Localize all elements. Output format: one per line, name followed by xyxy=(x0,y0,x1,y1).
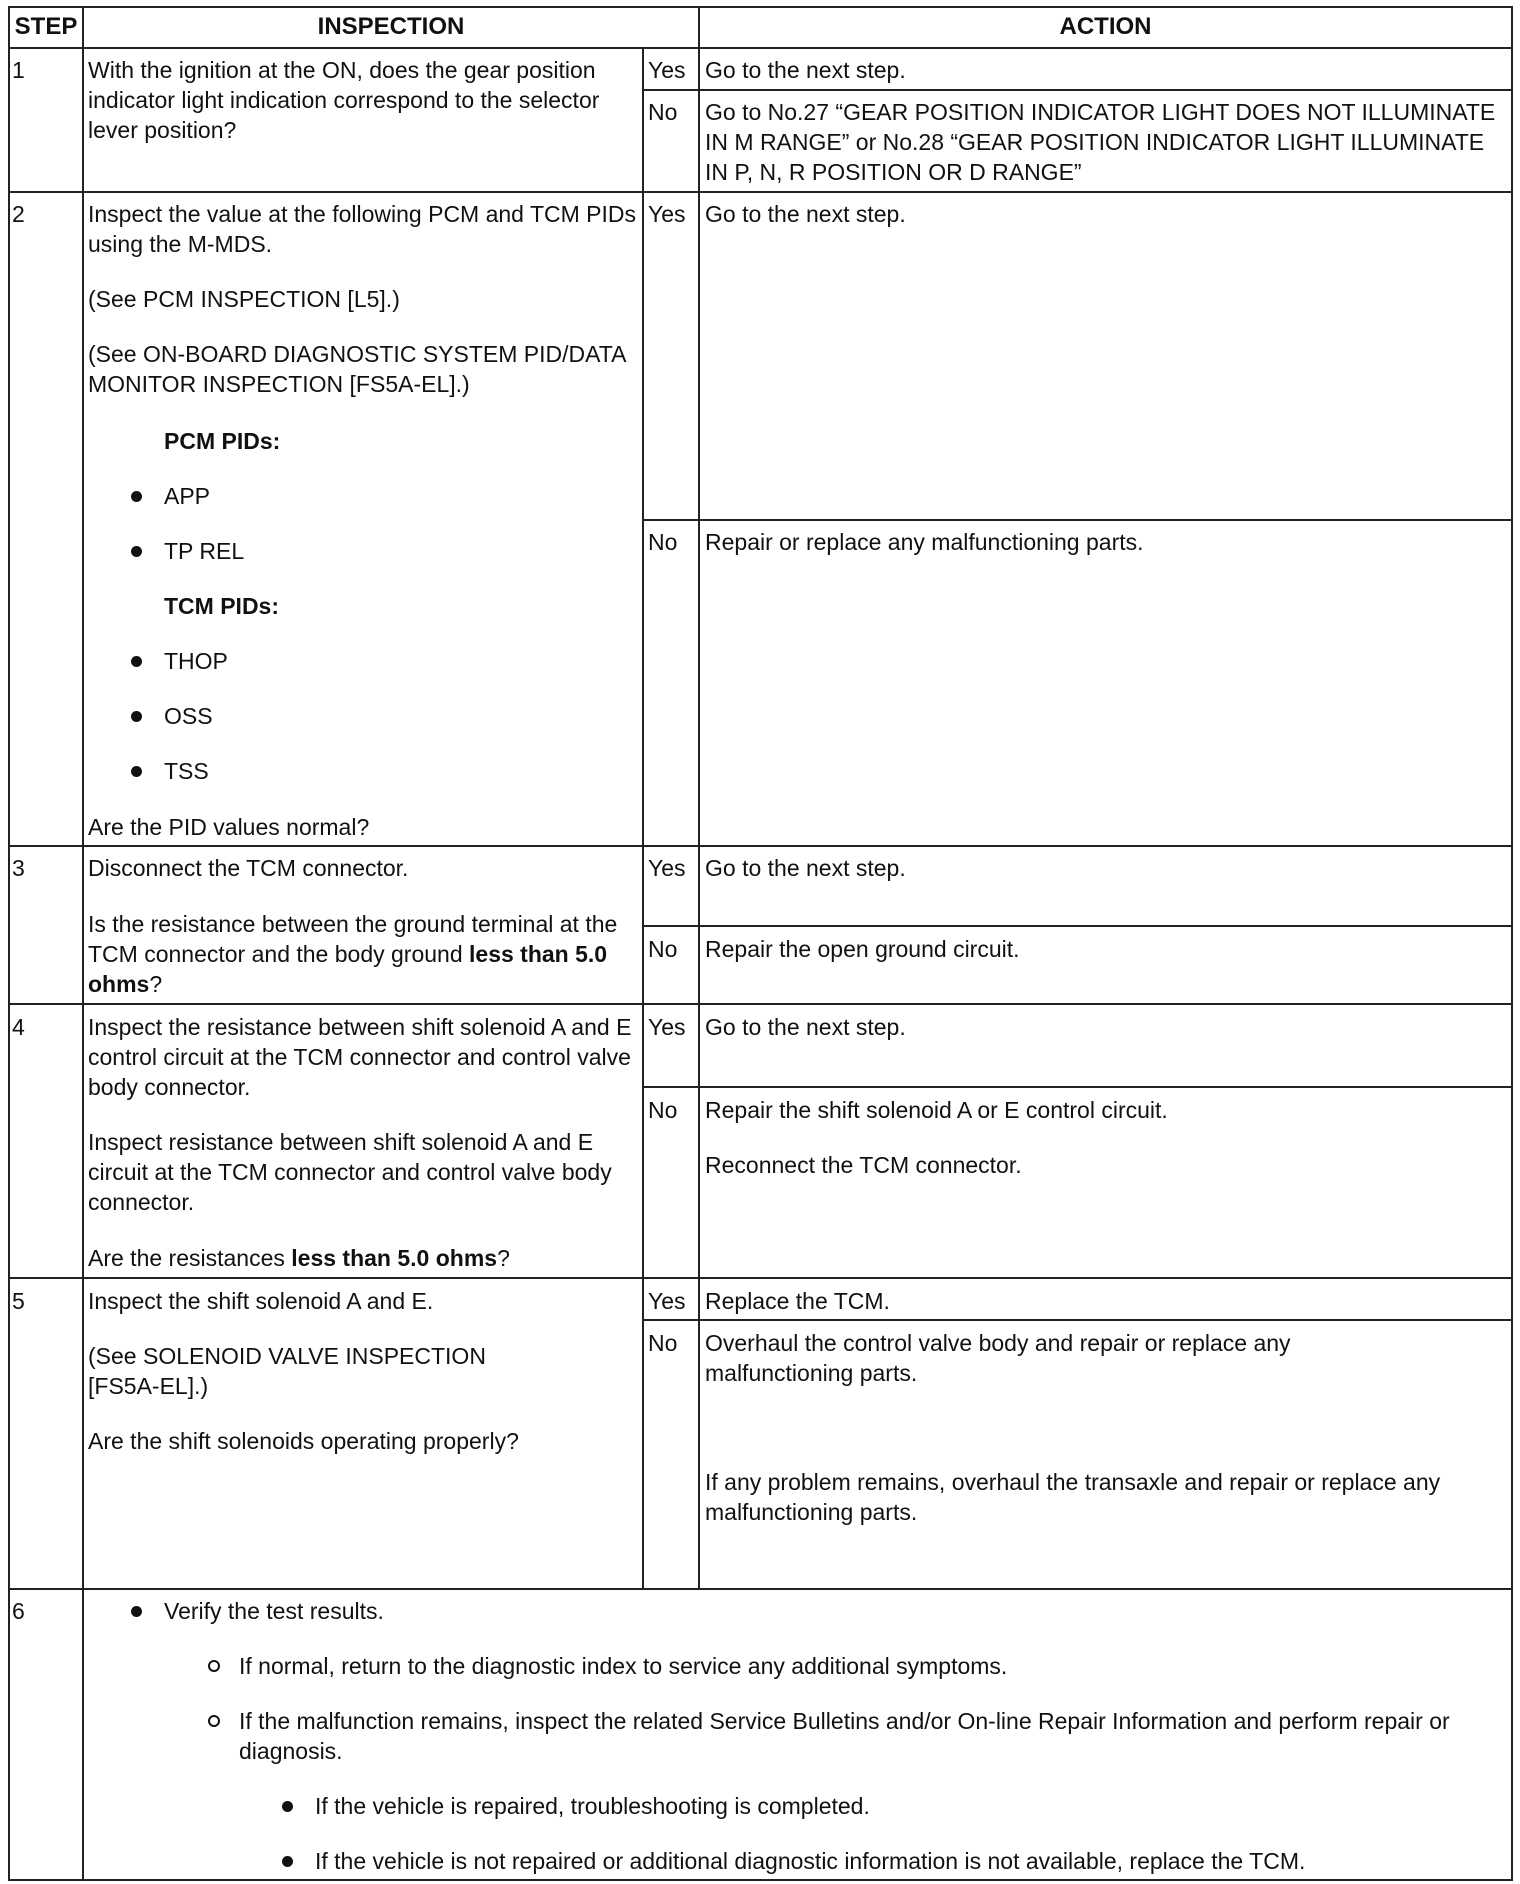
row-divider xyxy=(8,1003,1513,1005)
step4-para2: Inspect resistance between shift solenoid A and E circuit at the TCM connector and control valve body connector. xyxy=(88,1129,612,1215)
step4-no-action2: Reconnect the TCM connector. xyxy=(705,1152,1022,1178)
step3-no-action: Repair the open ground circuit. xyxy=(705,936,1020,962)
no-label: No xyxy=(648,1097,678,1123)
step1-yes-action: Go to the next step. xyxy=(705,57,906,83)
col-divider-action xyxy=(698,6,700,1590)
no-label: No xyxy=(648,99,678,125)
step3-line1: Disconnect the TCM connector. xyxy=(88,855,409,881)
pid-item-tss: TSS xyxy=(164,758,209,784)
step-number: 5 xyxy=(12,1288,25,1314)
step-number: 2 xyxy=(12,201,25,227)
yes-label: Yes xyxy=(648,1014,686,1040)
step5-yes-action: Replace the TCM. xyxy=(705,1288,890,1314)
step6-item1: Verify the test results. xyxy=(164,1598,384,1624)
step6-sub1: If normal, return to the diagnostic index to service any additional symptoms. xyxy=(239,1653,1008,1679)
yes-no-divider xyxy=(642,89,1513,91)
header-inspection: INSPECTION xyxy=(317,13,465,40)
yes-label: Yes xyxy=(648,201,686,227)
yes-label: Yes xyxy=(648,57,686,83)
step2-no-action: Repair or replace any malfunctioning parts. xyxy=(705,529,1144,555)
step-number: 4 xyxy=(12,1014,25,1040)
col-divider-answer xyxy=(642,47,644,1590)
yes-no-divider xyxy=(642,519,1513,521)
header-step: STEP xyxy=(14,13,78,40)
step4-question: Are the resistances less than 5.0 ohms? xyxy=(88,1245,510,1271)
no-label: No xyxy=(648,936,678,962)
row-divider xyxy=(8,1277,1513,1279)
pid-item-tp-rel: TP REL xyxy=(164,538,245,564)
tcm-pids-heading: TCM PIDs: xyxy=(164,593,279,619)
step5-no-action1: Overhaul the control valve body and repair or replace any malfunctioning parts. xyxy=(705,1330,1291,1386)
row-divider xyxy=(8,191,1513,193)
step6-sub2a: If the vehicle is repaired, troubleshooting is completed. xyxy=(315,1793,870,1819)
step2-intro: Inspect the value at the following PCM and TCM PIDs using the M-MDS. xyxy=(88,201,637,257)
col-divider-step xyxy=(82,6,84,1881)
step-number: 6 xyxy=(12,1598,25,1624)
step1-no-action: Go to No.27 “GEAR POSITION INDICATOR LIGHT DOES NOT ILLUMINATE IN M RANGE” or No.28 “GEAR POSITION INDICATOR LIGHT ILLUMINATE IN P, N, R POSITION OR D RANGE” xyxy=(705,99,1496,185)
step2-question: Are the PID values normal? xyxy=(88,814,370,840)
no-label: No xyxy=(648,1330,678,1356)
step4-no-action1: Repair the shift solenoid A or E control circuit. xyxy=(705,1097,1168,1123)
header-action: ACTION xyxy=(1059,13,1152,40)
pcm-pids-heading: PCM PIDs: xyxy=(164,428,281,454)
step-number: 1 xyxy=(12,57,25,83)
yes-no-divider xyxy=(642,1319,1513,1321)
step2-see-pcm: (See PCM INSPECTION [L5].) xyxy=(88,286,400,312)
step2-yes-action: Go to the next step. xyxy=(705,201,906,227)
step5-no-action2: If any problem remains, overhaul the transaxle and repair or replace any malfunctioning parts. xyxy=(705,1469,1441,1525)
step3-yes-action: Go to the next step. xyxy=(705,855,906,881)
yes-label: Yes xyxy=(648,855,686,881)
pid-item-oss: OSS xyxy=(164,703,213,729)
pid-item-app: APP xyxy=(164,483,211,509)
step5-see: (See SOLENOID VALVE INSPECTION [FS5A-EL].) xyxy=(88,1343,486,1399)
row-divider xyxy=(8,1588,1513,1590)
step5-question: Are the shift solenoids operating properly? xyxy=(88,1428,519,1454)
step6-sub2: If the malfunction remains, inspect the related Service Bulletins and/or On-line Repair Information and perform repair or diagnosis. xyxy=(239,1706,1479,1766)
yes-no-divider xyxy=(642,1086,1513,1088)
step4-yes-action: Go to the next step. xyxy=(705,1014,906,1040)
pid-item-thop: THOP xyxy=(164,648,228,674)
step3-question: Is the resistance between the ground terminal at the TCM connector and the body ground less than 5.0 ohms? xyxy=(88,911,618,997)
step5-line1: Inspect the shift solenoid A and E. xyxy=(88,1288,434,1314)
step2-see-obd: (See ON-BOARD DIAGNOSTIC SYSTEM PID/DATA MONITOR INSPECTION [FS5A-EL].) xyxy=(88,341,626,397)
step6-sub2b: If the vehicle is not repaired or additional diagnostic information is not available, replace the TCM. xyxy=(315,1848,1306,1874)
no-label: No xyxy=(648,529,678,555)
step4-para1: Inspect the resistance between shift solenoid A and E control circuit at the TCM connector and control valve body connector. xyxy=(88,1014,632,1100)
step1-inspection: With the ignition at the ON, does the gear position indicator light indication correspond to the selector lever position? xyxy=(88,57,600,143)
row-divider xyxy=(8,845,1513,847)
yes-no-divider xyxy=(642,925,1513,927)
yes-label: Yes xyxy=(648,1288,686,1314)
step-number: 3 xyxy=(12,855,25,881)
row-divider xyxy=(8,47,1513,49)
